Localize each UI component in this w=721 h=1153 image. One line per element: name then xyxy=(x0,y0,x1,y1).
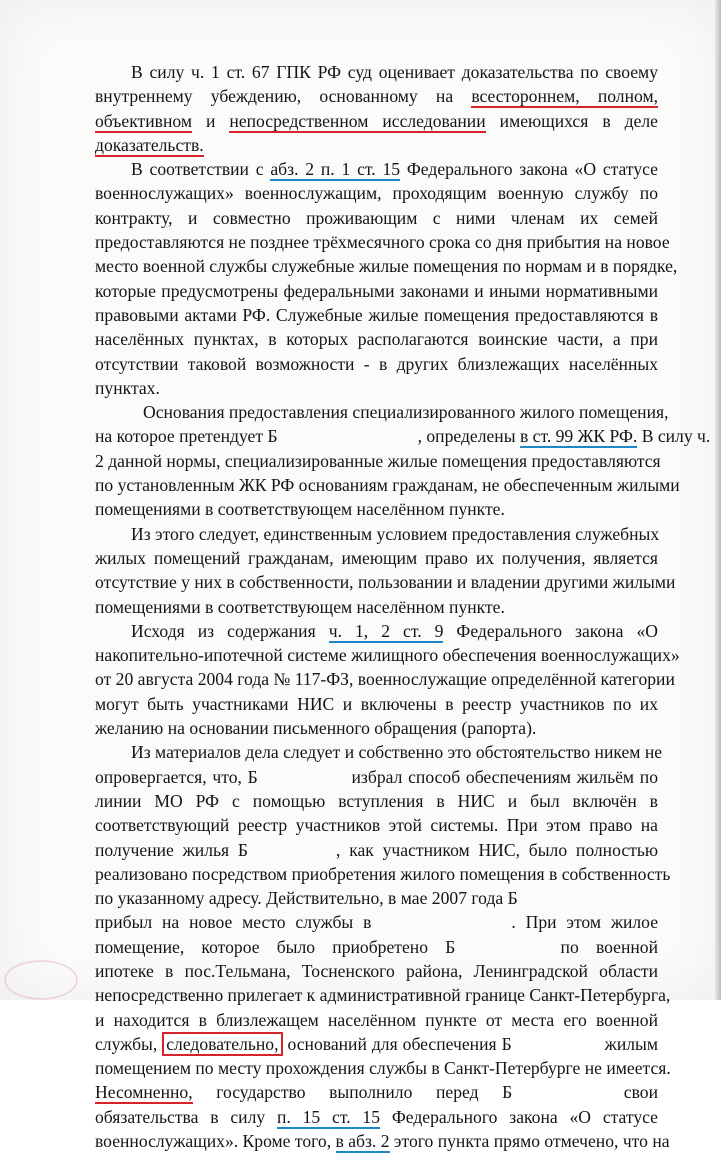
text-line: В силу ч. 1 ст. 67 ГПК РФ суд оценивает доказательства по своему xyxy=(131,62,658,82)
text-line: помещениями в соответствующем населённом пункте. xyxy=(95,596,505,617)
text-line: помещениями в соответствующем населённом пункте. xyxy=(95,499,505,520)
text-line: Исходя из содержания ч. 1, 2 ст. 9 Федерального закона «О xyxy=(131,620,658,641)
text-line: и находится в близлежащем населённом пункте от места его военной xyxy=(95,1009,658,1030)
text-line: Несомненно, государство выполнило перед Б свои xyxy=(95,1082,659,1103)
text-line: контракту, и совместно проживающим с ними членам их семей xyxy=(95,207,658,228)
blue-underline-reference: в абз. 2 xyxy=(335,1131,390,1152)
text-line: военнослужащих» военнослужащим, проходящим военную службу по xyxy=(95,183,658,204)
page-edge-shadow xyxy=(715,0,721,1000)
text-line: отсутствии таковой возможности - в других близлежащих населённых xyxy=(95,353,658,374)
red-underline-highlight: объективном xyxy=(95,110,192,131)
text-line: Основания предоставления специализированного жилого помещения, xyxy=(143,402,669,423)
text-line: помещение, которое было приобретено Б по военной xyxy=(95,936,659,957)
text-line: ипотеке в пос.Тельмана, Тосненского района, Ленинградской области xyxy=(95,960,658,981)
red-underline-highlight: непосредственном исследовании xyxy=(229,110,486,131)
faint-stamp-mark xyxy=(4,960,78,1000)
red-underline-highlight: всестороннем, полном, xyxy=(471,86,658,107)
paragraph-6 xyxy=(95,740,671,1153)
text-line: реализовано посредством приобретения жилого помещения в собственность xyxy=(95,863,671,884)
paragraph-3 xyxy=(95,400,711,521)
text-line: объективном и непосредственном исследовании имеющихся в деле xyxy=(95,110,658,131)
text-line: населённых пунктах, в которых располагаются воинские части, а при xyxy=(95,329,658,350)
text-line: опровергается, что, Б избрал способ обеспечениям жильём по xyxy=(95,766,658,787)
text-line xyxy=(95,133,658,157)
blue-underline-reference: п. 15 ст. 15 xyxy=(276,1106,381,1127)
text-line: службы, следовательно, оснований для обеспечения Б жилым xyxy=(95,1033,658,1054)
text-line: прибыл на новое место службы в . При этом жилое xyxy=(95,912,658,933)
text-line: Из этого следует, единственным условием предоставления служебных xyxy=(131,523,660,544)
text-line: жилых помещений гражданам, имеющим право их получения, является xyxy=(95,547,658,568)
text-line: непосредственно прилегает к административной границе Санкт-Петербурга, xyxy=(95,985,671,1006)
text-line: В соответствии с абз. 2 п. 1 ст. 15 Федерального закона «О статусе xyxy=(131,159,658,180)
text-line: получение жилья Б , как участником НИС, было полностью xyxy=(95,839,658,860)
text-line: предоставляются не позднее трёхмесячного срока со дня прибытия на новое xyxy=(95,232,670,253)
text-line: военнослужащих». Кроме того, в абз. 2 этого пункта прямо отмечено, что на xyxy=(95,1131,670,1152)
text-line: по указанному адресу. Действительно, в мае 2007 года Б xyxy=(95,888,518,909)
blue-underline-reference: абз. 2 п. 1 ст. 15 xyxy=(270,159,401,180)
text-line: линии МО РФ с помощью вступления в НИС и был включён в xyxy=(95,790,658,811)
paragraph-4 xyxy=(95,522,676,619)
document-body xyxy=(95,60,711,1153)
red-underline-highlight: доказательств. xyxy=(95,134,204,155)
red-underline-highlight: Несомненно, xyxy=(95,1082,193,1103)
text-line: помещением по месту прохождения службы в Санкт-Петербурге не имеется. xyxy=(95,1058,671,1079)
paragraph-2 xyxy=(95,157,678,400)
blue-underline-reference: ч. 1, 2 ст. 9 xyxy=(328,620,444,641)
text-line: соответствующий реестр участников этой системы. При этом право на xyxy=(95,815,658,836)
text-line: обязательства в силу п. 15 ст. 15 Федерального закона «О статусе xyxy=(95,1106,658,1127)
text-line: место военной службы служебные жилые помещения по нормам и в порядке, xyxy=(95,256,678,277)
paragraph-5 xyxy=(95,619,680,740)
text-line: которые предусмотрены федеральными законами и иными нормативными xyxy=(95,280,658,301)
text-line: пунктах. xyxy=(95,377,160,398)
paragraph-1 xyxy=(95,60,658,157)
text-line: желанию на основании письменного обращения (рапорта). xyxy=(95,718,537,739)
text-line: внутреннему убеждению, основанному на всестороннем, полном, xyxy=(95,86,658,107)
text-line: 2 данной нормы, специализированные жилые помещения предоставляются xyxy=(95,450,661,471)
text-line: накопительно-ипотечной системе жилищного обеспечения военнослужащих» xyxy=(95,645,680,666)
text-line: Из материалов дела следует и собственно это обстоятельство никем не xyxy=(131,742,663,763)
text-line: от 20 августа 2004 года № 117-ФЗ, военнослужащие определённой категории xyxy=(95,669,675,690)
text-line: отсутствие у них в собственности, пользовании и владении другими жилыми xyxy=(95,572,676,593)
text-line: правовыми актами РФ. Служебные жилые помещения предоставляются в xyxy=(95,304,658,325)
text-line: по установленным ЖК РФ основаниям гражданам, не обеспеченным жилыми xyxy=(95,475,680,496)
blue-underline-reference: в ст. 99 ЖК РФ. xyxy=(519,426,638,447)
red-box-highlight: следовательно, xyxy=(162,1032,282,1056)
text-line: могут быть участниками НИС и включены в реестр участников по их xyxy=(95,693,658,714)
text-line: на которое претендует Б , определены в ст. 99 ЖК РФ. В силу ч. xyxy=(95,426,711,447)
